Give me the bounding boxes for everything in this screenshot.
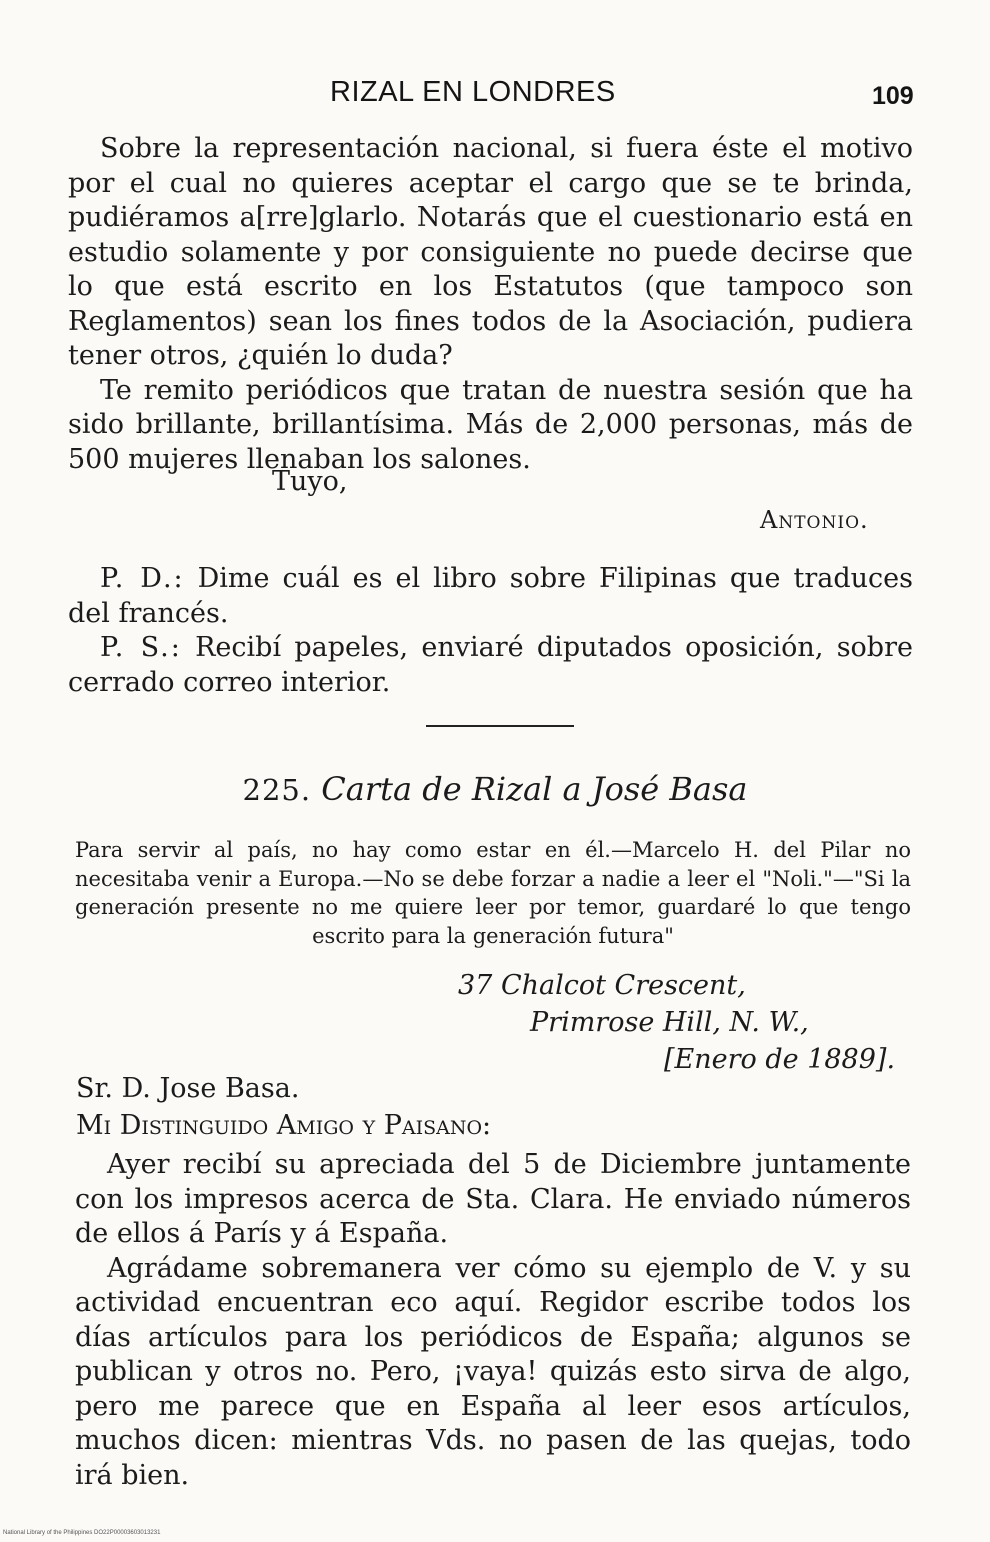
letter-title: Carta de Rizal a José Basa: [321, 770, 748, 808]
previous-letter-body: [68, 132, 913, 477]
postscript: [68, 562, 913, 631]
body-paragraph: Ayer recibí su apreciada del 5 de Diciembre juntamente con los impresos acerca de Sta. Clara. He enviado números de ellos á París y á España.: [75, 1149, 911, 1249]
recipient: Sr. D. Jose Basa.: [76, 1073, 300, 1104]
postscript-text: Recibí papeles, enviaré diputados oposición, sobre cerrado correo interior.: [68, 632, 913, 698]
address-date: [Enero de 1889].: [664, 1044, 896, 1075]
body-paragraph: Te remito periódicos que tratan de nuestra sesión que ha sido brillante, brillantísima. Más de 2,000 personas, más de 500 mujeres llenaban los salones.: [68, 374, 913, 475]
postscript-label: P. D.:: [100, 563, 185, 594]
greeting-text: Mi Distinguido Amigo y Paisano:: [76, 1110, 492, 1141]
address-line: 37 Chalcot Crescent,: [458, 970, 746, 1001]
letter-body: [75, 1148, 911, 1493]
body-paragraph: Sobre la representación nacional, si fuera éste el motivo por el cual no quieres aceptar el cargo que se te brinda, pudiéramos a[rre]glarlo. Notarás que el cuestionario está en estudio solamente y por consiguiente no puede decirse que lo que está escrito en los Estatutos (que tampoco son Reglamentos) sean los fines todos de la Asociación, pudiera tener otros, ¿quién lo duda?: [68, 133, 913, 371]
postscript-label: P. S.:: [100, 632, 182, 663]
greeting: [76, 1110, 491, 1141]
scan-credit: National Library of the Philippines DO22P00003603013231: [3, 1530, 161, 1536]
running-head: [0, 76, 990, 116]
running-title: RIZAL EN LONDRES: [330, 76, 616, 108]
postscripts: [68, 562, 913, 700]
page-number: 109: [872, 82, 914, 110]
address-line: Primrose Hill, N. W.,: [530, 1007, 809, 1038]
body-paragraph: Agrádame sobremanera ver cómo su ejemplo de V. y su actividad encuentran eco aquí. Regidor escribe todos los días artículos para los periódicos de España; algunos se publican y otros no. Pero, ¡vaya! quizás esto sirva de algo, pero me parece que en España al leer esos artículos, muchos dicen: mientras Vds. no pasen de las quejas, todo irá bien.: [75, 1252, 911, 1491]
section-divider: [426, 725, 574, 727]
letter-number: 225.: [242, 773, 312, 807]
letter-heading: [0, 770, 990, 808]
signature: Antonio.: [760, 506, 869, 534]
postscript-text: Dime cuál es el libro sobre Filipinas que traduces del francés.: [68, 563, 913, 629]
closing: Tuyo,: [272, 466, 348, 497]
postscript: [68, 631, 913, 700]
letter-summary: Para servir al país, no hay como estar en él.—Marcelo H. del Pilar no necesitaba venir a Europa.—No se debe forzar a nadie a leer el "Noli."—"Si la generación presente no me quiere leer por temor, guardaré lo que tengo escrito para la generación futura": [75, 838, 911, 948]
